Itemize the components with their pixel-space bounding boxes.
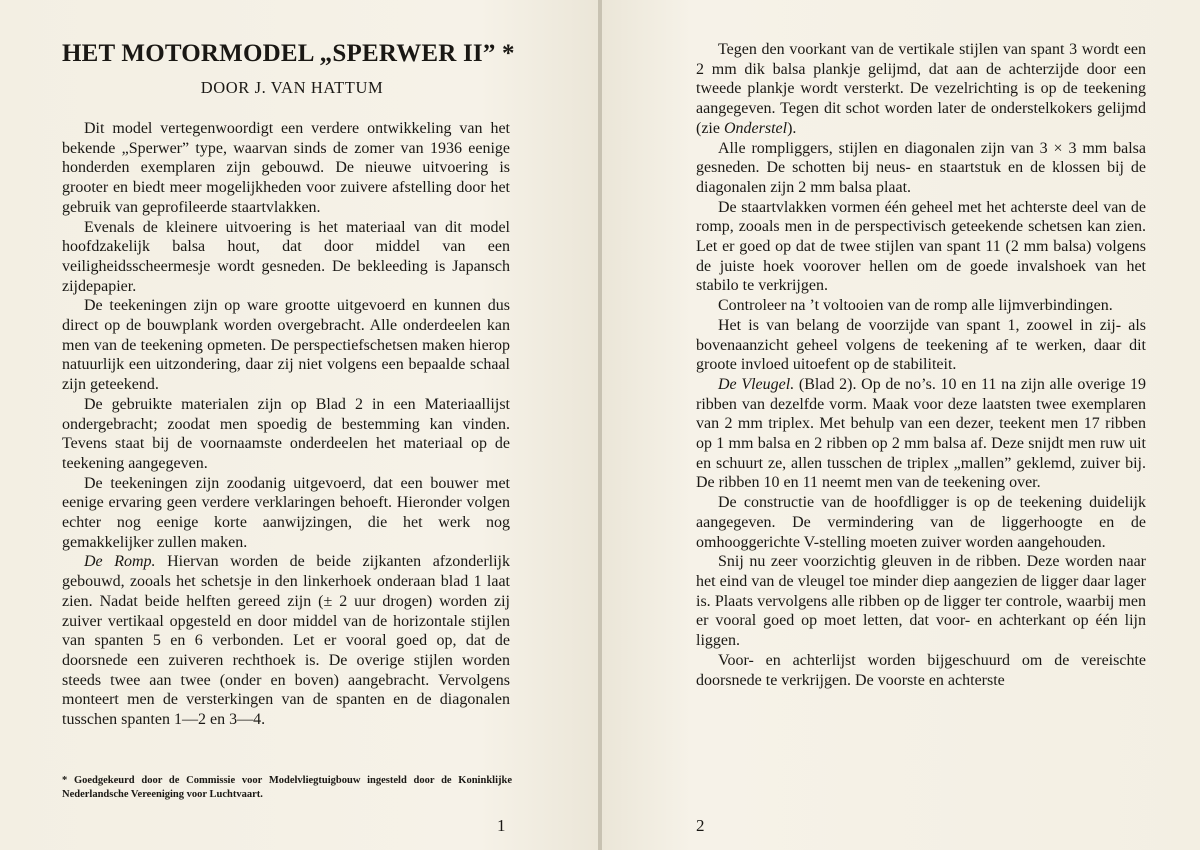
paragraph-materials-list: De gebruikte materialen zijn op Blad 2 in een Materiaallijst ondergebracht; zoodat men spoedig de bestemming kan vinden. Tevens staat bij de voornaamste onderdeelen het materiaal op de teekening aangegeven.: [62, 395, 510, 472]
paragraph-spant3: [696, 40, 1146, 139]
paragraph-vleugel: [696, 375, 1146, 493]
left-column: [62, 119, 510, 730]
paragraph-intro: Dit model vertegenwoordigt een verdere ontwikkeling van het bekende „Sperwer” type, waarvan sinds de zomer van 1936 eenige honderden exemplaren zijn gebouwd. De nieuwe uitvoering is grooter en biedt meer mogelijkheden voor zuivere afstelling door het gebruik van geprofileerde staartvlakken.: [62, 120, 510, 216]
paragraph-controle: Controleer na ’t voltooien van de romp alle lijmverbindingen.: [718, 297, 1113, 315]
spant3-text: Tegen den voorkant van de vertikale stijlen van spant 3 wordt een 2 mm dik balsa plankje gelijmd, dat aan de achterzijde door een tweede plankje wordt versterkt. De vezelrichting is op de teekening aangegeven. Tegen dit schot worden later de onderstelkokers gelijmd (zie: [696, 41, 1146, 137]
paragraph-spant1: Het is van belang de voorzijde van spant 1, zoowel in zij- als bovenaanzicht geheel volgens de teekening af te werken, daar dit groote invloed uitoefent op de stabiliteit.: [696, 316, 1146, 374]
paragraph-gleuven: Snij nu zeer voorzichtig gleuven in de ribben. Deze worden naar het eind van de vleugel toe minder diep aangezien de ligger daar lager is. Plaats vervolgens alle ribben op de ligger ter controle, waarbij men er vooral goed op moet letten, dat voor- en achterkant op één lijn liggen.: [696, 553, 1146, 650]
page-number: 1: [497, 816, 506, 835]
article-byline: DOOR J. VAN HATTUM: [200, 78, 384, 97]
paragraph-rompliggers: Alle rompliggers, stijlen en diagonalen zijn van 3 × 3 mm balsa gesneden. De schotten bij neus- en staartstuk en de klossen bij de diagonalen zijn 2 mm balsa plaat.: [696, 139, 1146, 196]
page-number: 2: [696, 816, 705, 835]
paragraph-staartvlakken: De staartvlakken vormen één geheel met het achterste deel van de romp, zooals men in de perspectivisch geteekende schetsen kan zien. Let er goed op dat de twee stijlen van spant 11 (2 mm balsa) volgens de juiste hoek voorover hellen om de goede invalshoek van het stabilo te verkrijgen.: [696, 198, 1146, 295]
onderstel-ref: Onderstel: [723, 119, 788, 137]
romp-text: Hiervan worden de beide zijkanten afzonderlijk gebouwd, zooals het schetsje in den linkerhoek onderaan blad 1 laat zien. Nadat beide helften gereed zijn (± 2 uur drogen) worden zij zuiver vertikaal opgesteld en door middel van de horizontale stijlen van spanten 5 en 6 verbonden. Let er vooral goed op, dat de doorsnede een zuiveren rechthoek is. De overige stijlen worden steeds twee aan twee (onder en boven) aangebracht. Vervolgens monteert men de versterkingen van de spanten en de diagonalen tusschen spanten 1—2 en 3—4.: [62, 553, 511, 729]
right-column: [696, 40, 1146, 690]
paragraph-material: Evenals de kleinere uitvoering is het materiaal van dit model hoofdzakelijk balsa hout, dat door middel van een veiligheidsscheermesje wordt gesneden. De bekleeding is Japansch zijdepapier.: [62, 218, 510, 295]
spant3-end: ).: [787, 119, 797, 137]
vleugel-text: (Blad 2). Op de no’s. 10 en 11 na zijn alle overige 19 ribben van dezelfde vorm. Maak voor deze laatsten twee exemplaren van 2 mm triplex. Met behulp van een dezer, teekent men 17 ribben op 1 mm balsa en 2 ribben op 2 mm balsa af. Deze snijdt men ruw uit en schuurt ze, allen tusschen de triplex „mallen” geklemd, zuiver bij. De ribben 10 en 11 neemt men van de teekening over.: [696, 375, 1147, 492]
paragraph-hoofdligger: De constructie van de hoofdligger is op de teekening duidelijk aangegeven. De vermindering van de liggerhoogte en de omhooggerichte V-stelling moeten zuiver worden aangehouden.: [696, 494, 1146, 551]
paragraph-drawings: De teekeningen zijn op ware grootte uitgevoerd en kunnen dus direct op de bouwplank worden overgebracht. Alle onderdeelen kan men van de teekening opmeten. De perspectiefschetsen maken hierop natuurlijk een uitzondering, daar zij niet volgens een bepaalde schaal zijn geteekend.: [62, 297, 510, 394]
right-page: [602, 0, 1200, 850]
section-lead-vleugel: De Vleugel.: [718, 375, 795, 393]
article-title: HET MOTORMODEL „SPERWER II” *: [62, 40, 515, 67]
paragraph-romp: [62, 552, 510, 729]
section-lead-romp: De Romp.: [84, 553, 156, 571]
left-page: [0, 0, 598, 850]
footnote: * Goedgekeurd door de Commissie voor Modelvliegtuigbouw ingesteld door de Koninklijke Nederlandsche Vereeniging voor Luchtvaart.: [62, 775, 512, 800]
paragraph-instructions: De teekeningen zijn zoodanig uitgevoerd, dat een bouwer met eenige ervaring geen verdere verklaringen behoeft. Hieronder volgen echter nog eenige korte aanwijzingen, die het werk nog gemakkelijker zullen maken.: [62, 474, 510, 551]
paragraph-lijsten: Voor- en achterlijst worden bijgeschuurd om de vereischte doorsnede te verkrijgen. De voorste en achterste: [696, 651, 1146, 689]
